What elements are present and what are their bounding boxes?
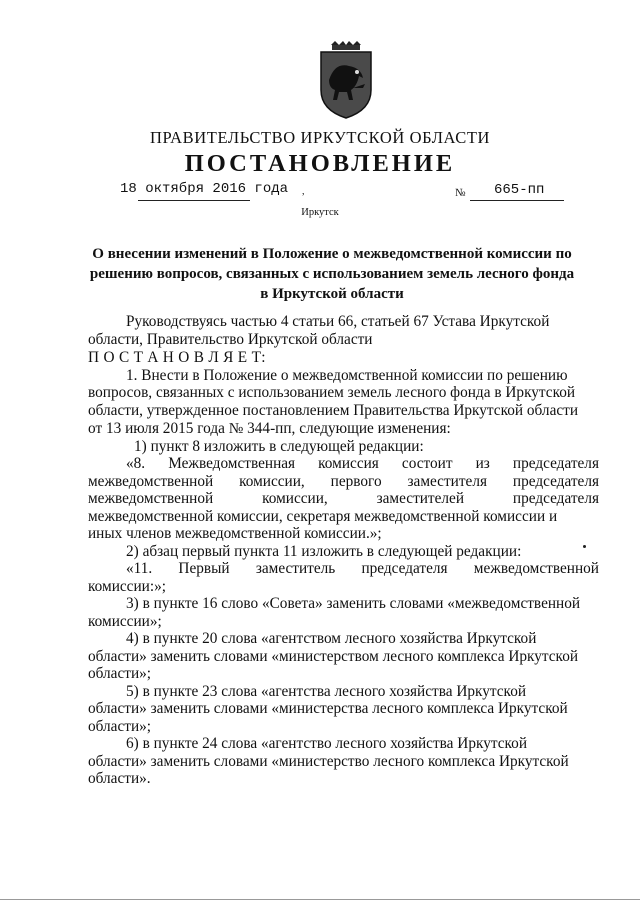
coat-of-arms-emblem (317, 40, 375, 120)
word: межведомственной (473, 560, 599, 577)
word: председателя (512, 473, 599, 490)
body-line: иных членов межведомственной комиссии.»; (88, 525, 382, 542)
body-line: 2) абзац первый пункта 11 изложить в следующей редакции: (126, 543, 522, 560)
body-line: от 13 июля 2015 года № 344-пп, следующие изменения: (88, 420, 451, 437)
date-underline (138, 200, 250, 201)
justified-line (126, 455, 599, 473)
body-line: области» заменить словами «министерство лесного комплекса Иркутской (88, 753, 569, 770)
word: председателя (512, 490, 599, 507)
word: заместителей (376, 490, 465, 507)
city-name: Иркутск (301, 207, 339, 218)
body-line: вопросов, связанных с использованием земель лесного фонда в Иркутской (88, 384, 576, 401)
scan-edge-line (0, 899, 640, 900)
body-line: 5) в пункте 23 слова «агентства лесного хозяйства Иркутской (126, 683, 527, 700)
word: председателя (512, 455, 599, 472)
word: «8. (126, 455, 146, 472)
body-line: комиссии»; (88, 613, 162, 630)
body-line: 1. Внести в Положение о межведомственной комиссии по решению (126, 367, 568, 384)
word: комиссия (318, 455, 379, 472)
body-line: области». (88, 770, 151, 787)
body-line: 3) в пункте 16 слово «Совета» заменить словами «межведомственной (126, 595, 581, 612)
body-line: области, Правительство Иркутской области (88, 331, 373, 348)
word: состоит (401, 455, 453, 472)
title-line: в Иркутской области (260, 286, 404, 302)
body-line: области» заменить словами «министерством лесного комплекса Иркутской (88, 648, 579, 665)
document-number: 665-пп (494, 182, 545, 198)
separator-mark: , (302, 186, 305, 197)
body-line: области»; (88, 718, 152, 735)
word: председателя (361, 560, 448, 577)
word: заместителя (407, 473, 487, 490)
body-line: межведомственной комиссии, секретаря межведомственной комиссии и (88, 508, 558, 525)
justified-line (88, 490, 599, 508)
body-line: 6) в пункте 24 слова «агентство лесного хозяйства Иркутской (126, 735, 528, 752)
word: первого (330, 473, 382, 490)
word: комиссии, (262, 490, 328, 507)
body-line: области, утвержденное постановлением Правительства Иркутской области (88, 402, 579, 419)
word: межведомственной (88, 473, 214, 490)
justified-line (126, 560, 599, 578)
body-line: области»; (88, 665, 152, 682)
word: комиссии, (239, 473, 305, 490)
word: заместитель (255, 560, 336, 577)
word: из (475, 455, 490, 472)
resolves-heading: П О С Т А Н О В Л Я Е Т: (88, 349, 266, 366)
document-type: ПОСТАНОВЛЕНИЕ (184, 150, 456, 177)
body-line: Руководствуясь частью 4 статьи 66, статьей 67 Устава Иркутской (126, 313, 550, 330)
title-line: решению вопросов, связанных с использованием земель лесного фонда (89, 266, 575, 282)
word: Межведомственная (168, 455, 296, 472)
body-line: 4) в пункте 20 слова «агентством лесного хозяйства Иркутской (126, 630, 537, 647)
scan-speck (583, 545, 586, 548)
word: межведомственной (88, 490, 214, 507)
government-name: ПРАВИТЕЛЬСТВО ИРКУТСКОЙ ОБЛАСТИ (149, 128, 491, 147)
document-date: 18 октября 2016 года (120, 181, 289, 197)
body-line: 1) пункт 8 изложить в следующей редакции: (134, 438, 424, 455)
justified-line (88, 473, 599, 491)
word: «11. (126, 560, 153, 577)
document-title (82, 244, 582, 304)
body-line: области» заменить словами «министерства лесного комплекса Иркутской (88, 700, 568, 717)
number-sign: № (455, 187, 466, 199)
title-line: О внесении изменений в Положение о межведомственной комиссии по (92, 246, 572, 262)
word: Первый (178, 560, 230, 577)
body-line: комиссии:»; (88, 578, 166, 595)
number-underline (470, 200, 564, 201)
